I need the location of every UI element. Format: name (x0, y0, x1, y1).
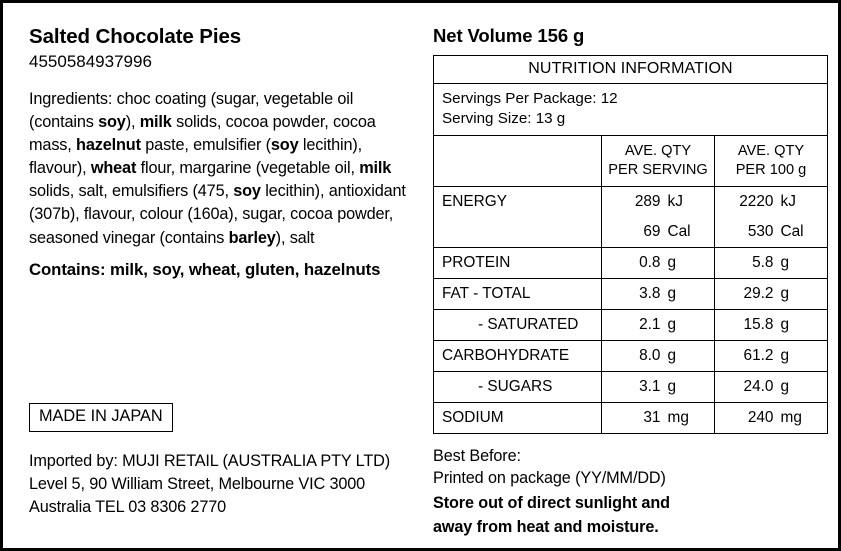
nutrition-information-table (433, 55, 828, 434)
value-number: 8.0 (639, 346, 661, 364)
value-number: 3.8 (639, 284, 661, 302)
value-number: 31 (643, 408, 661, 426)
value-unit: Cal (667, 222, 691, 240)
header-per-serving-line1: AVE. QTY (624, 143, 692, 160)
footer-info (433, 445, 828, 538)
table-row (434, 186, 828, 217)
header-blank-cell (434, 136, 602, 186)
value-number: 530 (747, 222, 774, 240)
value-number: 69 (643, 222, 661, 240)
ingredients-panel (29, 25, 409, 544)
nutrient-value-per-serving (602, 247, 715, 278)
nutrient-value-per-100g (715, 309, 828, 340)
nutrient-value-per-100g (715, 278, 828, 309)
nutrition-panel (409, 25, 828, 544)
value-number: 24.0 (743, 377, 774, 395)
value-unit: kJ (780, 192, 796, 210)
value-unit: g (780, 346, 790, 364)
nutrition-panel-title: NUTRITION INFORMATION (434, 56, 828, 84)
value-unit: g (780, 315, 790, 333)
table-row (434, 278, 828, 309)
table-header-row (434, 136, 828, 186)
table-row (434, 217, 828, 248)
value-number: 15.8 (743, 315, 774, 333)
nutrient-value-per-100g (715, 340, 828, 371)
value-number: 240 (747, 408, 774, 426)
value-unit: g (667, 284, 677, 302)
value-number: 2.1 (639, 315, 661, 333)
value-number: 0.8 (639, 253, 661, 271)
value-number: 3.1 (639, 377, 661, 395)
nutrient-value-per-100g (715, 402, 828, 433)
nutrient-value-per-serving (602, 402, 715, 433)
nutrient-value-per-100g (715, 247, 828, 278)
table-row (434, 371, 828, 402)
importer-details: Imported by: MUJI RETAIL (AUSTRALIA PTY LTD) Level 5, 90 William Street, Melbourne VIC 3000 Australia TEL 03 8306 2770 (29, 452, 391, 517)
header-per-100g (715, 136, 828, 186)
best-before-value: Printed on package (YY/MM/DD) (433, 469, 666, 488)
nutrient-name: FAT - TOTAL (434, 278, 602, 309)
nutrient-value-per-100g (715, 371, 828, 402)
header-per-serving-line2: PER SERVING (608, 161, 708, 178)
nutrient-name: - SATURATED (434, 309, 602, 340)
value-number: 61.2 (743, 346, 774, 364)
nutrient-value-per-serving (602, 217, 715, 248)
nutrient-value-per-serving (602, 186, 715, 217)
value-number: 5.8 (752, 253, 774, 271)
nutrient-value-per-serving (602, 278, 715, 309)
nutrient-name: PROTEIN (434, 247, 602, 278)
nutrient-name (434, 217, 602, 248)
nutrient-name: CARBOHYDRATE (434, 340, 602, 371)
value-number: 289 (634, 192, 661, 210)
table-row (434, 402, 828, 433)
servings-per-package: Servings Per Package: 12 (442, 90, 618, 108)
nutrient-value-per-serving (602, 340, 715, 371)
nutrient-value-per-100g (715, 186, 828, 217)
net-volume: Net Volume 156 g (433, 25, 585, 46)
value-unit: mg (780, 408, 802, 426)
nutrient-name: ENERGY (434, 186, 602, 217)
value-unit: g (667, 315, 677, 333)
serving-size: Serving Size: 13 g (442, 110, 566, 128)
allergen-contains-statement: Contains: milk, soy, wheat, gluten, hazelnuts (29, 259, 381, 279)
table-row (434, 309, 828, 340)
storage-instruction-line2: away from heat and moisture. (433, 517, 659, 536)
header-per-100g-line1: AVE. QTY (737, 143, 805, 160)
table-row (434, 247, 828, 278)
value-unit: mg (667, 408, 689, 426)
header-per-serving (602, 136, 715, 186)
value-unit: g (667, 253, 677, 271)
value-number: 2220 (739, 192, 774, 210)
nutrient-value-per-100g (715, 217, 828, 248)
servings-info (434, 84, 828, 136)
product-barcode-number: 4550584937996 (29, 51, 152, 71)
value-unit: g (780, 253, 790, 271)
made-in-box (29, 403, 173, 432)
value-unit: g (667, 346, 677, 364)
nutrient-value-per-serving (602, 371, 715, 402)
value-unit: Cal (780, 222, 804, 240)
made-in-label: MADE IN JAPAN (39, 407, 163, 425)
nutrient-value-per-serving (602, 309, 715, 340)
nutrient-name: - SUGARS (434, 371, 602, 402)
best-before-label: Best Before: (433, 446, 521, 465)
value-unit: g (667, 377, 677, 395)
product-title: Salted Chocolate Pies (29, 25, 242, 48)
value-unit: g (780, 284, 790, 302)
ingredients-text: Ingredients: choc coating (sugar, vegetable oil (contains soy), milk solids, cocoa powder, cocoa mass, hazelnut paste, emulsifier (soy lecithin), flavour), wheat flour, margarine (vegetable oil, milk solids, salt, emulsifiers (475, soy lecithin), antioxidant (307b), flavour, colour (160a), sugar, cocoa powder, seasoned vinegar (contains barley), salt (29, 89, 406, 247)
storage-instruction-line1: Store out of direct sunlight and (433, 493, 670, 512)
header-per-100g-line2: PER 100 g (735, 161, 807, 178)
table-row (434, 56, 828, 84)
table-row (434, 84, 828, 136)
value-number: 29.2 (743, 284, 774, 302)
value-unit: kJ (667, 192, 683, 210)
table-row (434, 340, 828, 371)
value-unit: g (780, 377, 790, 395)
nutrient-name: SODIUM (434, 402, 602, 433)
